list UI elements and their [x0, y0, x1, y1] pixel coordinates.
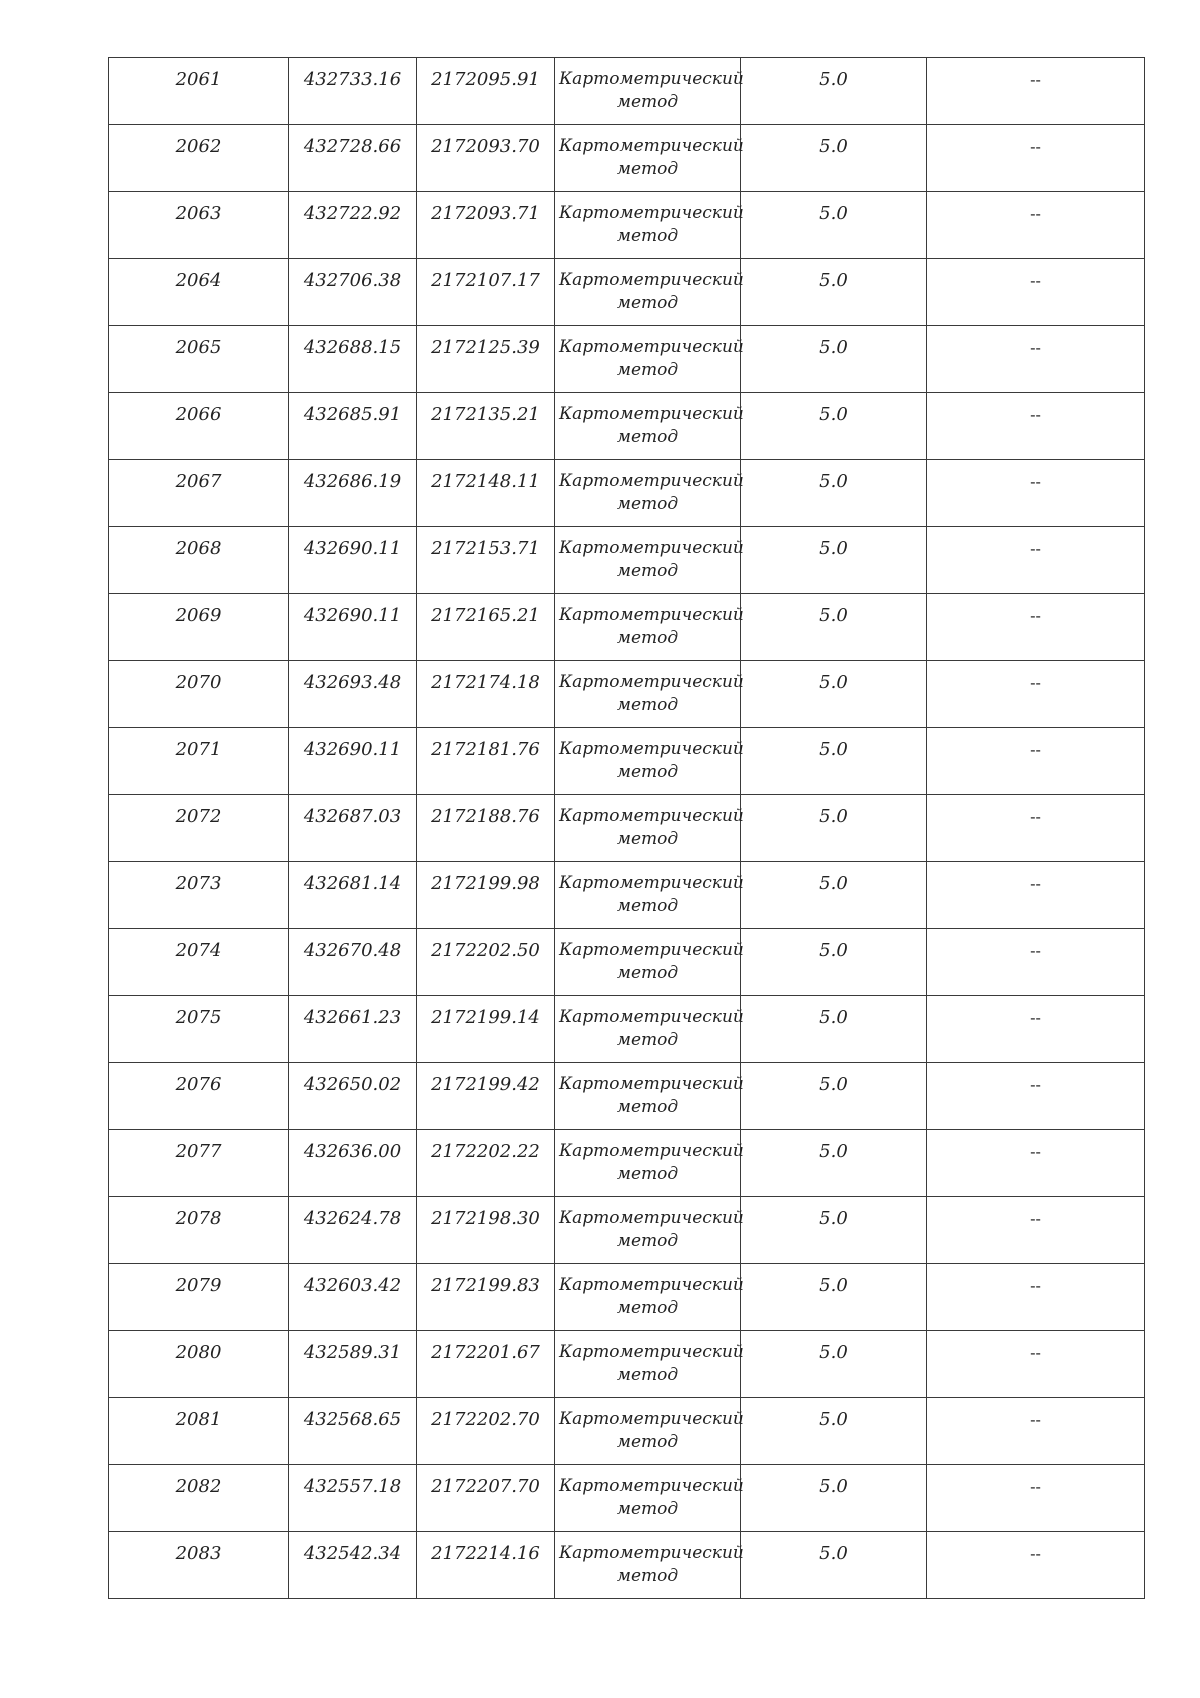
description-cell: -- — [927, 1264, 1145, 1331]
method-cell: Картометрический метод — [555, 1465, 741, 1532]
x-coordinate-cell: 432693.48 — [289, 661, 417, 728]
accuracy-cell: 5.0 — [741, 527, 927, 594]
y-coordinate-cell: 2172201.67 — [417, 1331, 555, 1398]
point-number-cell: 2063 — [109, 192, 289, 259]
table-row — [109, 728, 1145, 795]
y-coordinate-cell: 2172202.22 — [417, 1130, 555, 1197]
table-row — [109, 929, 1145, 996]
table-row — [109, 1465, 1145, 1532]
description-cell: -- — [927, 929, 1145, 996]
method-cell: Картометрический метод — [555, 1264, 741, 1331]
x-coordinate-cell: 432686.19 — [289, 460, 417, 527]
y-coordinate-cell: 2172181.76 — [417, 728, 555, 795]
description-cell: -- — [927, 393, 1145, 460]
y-coordinate-cell: 2172093.71 — [417, 192, 555, 259]
point-number-cell: 2079 — [109, 1264, 289, 1331]
description-cell: -- — [927, 862, 1145, 929]
accuracy-cell: 5.0 — [741, 460, 927, 527]
accuracy-cell: 5.0 — [741, 795, 927, 862]
method-cell: Картометрический метод — [555, 326, 741, 393]
y-coordinate-cell: 2172214.16 — [417, 1532, 555, 1599]
y-coordinate-cell: 2172199.14 — [417, 996, 555, 1063]
description-cell: -- — [927, 326, 1145, 393]
point-number-cell: 2083 — [109, 1532, 289, 1599]
x-coordinate-cell: 432636.00 — [289, 1130, 417, 1197]
accuracy-cell: 5.0 — [741, 728, 927, 795]
accuracy-cell: 5.0 — [741, 125, 927, 192]
description-cell: -- — [927, 125, 1145, 192]
y-coordinate-cell: 2172202.70 — [417, 1398, 555, 1465]
accuracy-cell: 5.0 — [741, 1398, 927, 1465]
x-coordinate-cell: 432650.02 — [289, 1063, 417, 1130]
table-row — [109, 1063, 1145, 1130]
table-row — [109, 393, 1145, 460]
description-cell: -- — [927, 192, 1145, 259]
y-coordinate-cell: 2172165.21 — [417, 594, 555, 661]
y-coordinate-cell: 2172125.39 — [417, 326, 555, 393]
y-coordinate-cell: 2172153.71 — [417, 527, 555, 594]
description-cell: -- — [927, 460, 1145, 527]
x-coordinate-cell: 432722.92 — [289, 192, 417, 259]
method-cell: Картометрический метод — [555, 795, 741, 862]
y-coordinate-cell: 2172198.30 — [417, 1197, 555, 1264]
table-row — [109, 795, 1145, 862]
description-cell: -- — [927, 1331, 1145, 1398]
accuracy-cell: 5.0 — [741, 326, 927, 393]
x-coordinate-cell: 432603.42 — [289, 1264, 417, 1331]
document-page — [108, 57, 1144, 1599]
accuracy-cell: 5.0 — [741, 594, 927, 661]
table-row — [109, 594, 1145, 661]
description-cell: -- — [927, 1197, 1145, 1264]
method-cell: Картометрический метод — [555, 58, 741, 125]
table-row — [109, 259, 1145, 326]
method-cell: Картометрический метод — [555, 527, 741, 594]
method-cell: Картометрический метод — [555, 661, 741, 728]
description-cell: -- — [927, 58, 1145, 125]
y-coordinate-cell: 2172174.18 — [417, 661, 555, 728]
coordinates-table-body — [109, 58, 1145, 1599]
x-coordinate-cell: 432690.11 — [289, 594, 417, 661]
point-number-cell: 2081 — [109, 1398, 289, 1465]
point-number-cell: 2073 — [109, 862, 289, 929]
x-coordinate-cell: 432690.11 — [289, 527, 417, 594]
accuracy-cell: 5.0 — [741, 1465, 927, 1532]
accuracy-cell: 5.0 — [741, 259, 927, 326]
point-number-cell: 2076 — [109, 1063, 289, 1130]
y-coordinate-cell: 2172093.70 — [417, 125, 555, 192]
accuracy-cell: 5.0 — [741, 1130, 927, 1197]
point-number-cell: 2069 — [109, 594, 289, 661]
method-cell: Картометрический метод — [555, 594, 741, 661]
point-number-cell: 2062 — [109, 125, 289, 192]
method-cell: Картометрический метод — [555, 192, 741, 259]
accuracy-cell: 5.0 — [741, 192, 927, 259]
description-cell: -- — [927, 661, 1145, 728]
point-number-cell: 2077 — [109, 1130, 289, 1197]
y-coordinate-cell: 2172135.21 — [417, 393, 555, 460]
table-row — [109, 1398, 1145, 1465]
description-cell: -- — [927, 1532, 1145, 1599]
point-number-cell: 2070 — [109, 661, 289, 728]
y-coordinate-cell: 2172202.50 — [417, 929, 555, 996]
y-coordinate-cell: 2172207.70 — [417, 1465, 555, 1532]
accuracy-cell: 5.0 — [741, 661, 927, 728]
x-coordinate-cell: 432706.38 — [289, 259, 417, 326]
x-coordinate-cell: 432688.15 — [289, 326, 417, 393]
y-coordinate-cell: 2172199.83 — [417, 1264, 555, 1331]
table-row — [109, 460, 1145, 527]
method-cell: Картометрический метод — [555, 1398, 741, 1465]
point-number-cell: 2078 — [109, 1197, 289, 1264]
description-cell: -- — [927, 996, 1145, 1063]
x-coordinate-cell: 432670.48 — [289, 929, 417, 996]
description-cell: -- — [927, 594, 1145, 661]
point-number-cell: 2071 — [109, 728, 289, 795]
accuracy-cell: 5.0 — [741, 393, 927, 460]
description-cell: -- — [927, 1063, 1145, 1130]
accuracy-cell: 5.0 — [741, 1063, 927, 1130]
table-row — [109, 661, 1145, 728]
method-cell: Картометрический метод — [555, 996, 741, 1063]
x-coordinate-cell: 432733.16 — [289, 58, 417, 125]
point-number-cell: 2064 — [109, 259, 289, 326]
table-row — [109, 1532, 1145, 1599]
x-coordinate-cell: 432589.31 — [289, 1331, 417, 1398]
method-cell: Картометрический метод — [555, 1063, 741, 1130]
method-cell: Картометрический метод — [555, 929, 741, 996]
accuracy-cell: 5.0 — [741, 1331, 927, 1398]
table-row — [109, 527, 1145, 594]
accuracy-cell: 5.0 — [741, 58, 927, 125]
point-number-cell: 2066 — [109, 393, 289, 460]
description-cell: -- — [927, 1130, 1145, 1197]
y-coordinate-cell: 2172199.98 — [417, 862, 555, 929]
y-coordinate-cell: 2172148.11 — [417, 460, 555, 527]
x-coordinate-cell: 432624.78 — [289, 1197, 417, 1264]
method-cell: Картометрический метод — [555, 728, 741, 795]
description-cell: -- — [927, 259, 1145, 326]
y-coordinate-cell: 2172095.91 — [417, 58, 555, 125]
point-number-cell: 2067 — [109, 460, 289, 527]
accuracy-cell: 5.0 — [741, 1264, 927, 1331]
description-cell: -- — [927, 1465, 1145, 1532]
method-cell: Картометрический метод — [555, 393, 741, 460]
x-coordinate-cell: 432690.11 — [289, 728, 417, 795]
description-cell: -- — [927, 1398, 1145, 1465]
x-coordinate-cell: 432687.03 — [289, 795, 417, 862]
point-number-cell: 2065 — [109, 326, 289, 393]
method-cell: Картометрический метод — [555, 460, 741, 527]
table-row — [109, 1331, 1145, 1398]
x-coordinate-cell: 432681.14 — [289, 862, 417, 929]
method-cell: Картометрический метод — [555, 1532, 741, 1599]
x-coordinate-cell: 432542.34 — [289, 1532, 417, 1599]
accuracy-cell: 5.0 — [741, 1532, 927, 1599]
x-coordinate-cell: 432568.65 — [289, 1398, 417, 1465]
x-coordinate-cell: 432728.66 — [289, 125, 417, 192]
x-coordinate-cell: 432685.91 — [289, 393, 417, 460]
method-cell: Картометрический метод — [555, 1130, 741, 1197]
y-coordinate-cell: 2172188.76 — [417, 795, 555, 862]
y-coordinate-cell: 2172107.17 — [417, 259, 555, 326]
x-coordinate-cell: 432557.18 — [289, 1465, 417, 1532]
point-number-cell: 2068 — [109, 527, 289, 594]
x-coordinate-cell: 432661.23 — [289, 996, 417, 1063]
table-row — [109, 192, 1145, 259]
point-number-cell: 2075 — [109, 996, 289, 1063]
method-cell: Картометрический метод — [555, 1331, 741, 1398]
point-number-cell: 2072 — [109, 795, 289, 862]
accuracy-cell: 5.0 — [741, 862, 927, 929]
description-cell: -- — [927, 527, 1145, 594]
table-row — [109, 1197, 1145, 1264]
point-number-cell: 2082 — [109, 1465, 289, 1532]
table-row — [109, 1264, 1145, 1331]
table-row — [109, 996, 1145, 1063]
point-number-cell: 2074 — [109, 929, 289, 996]
table-row — [109, 326, 1145, 393]
method-cell: Картометрический метод — [555, 862, 741, 929]
accuracy-cell: 5.0 — [741, 929, 927, 996]
accuracy-cell: 5.0 — [741, 1197, 927, 1264]
method-cell: Картометрический метод — [555, 1197, 741, 1264]
description-cell: -- — [927, 728, 1145, 795]
table-row — [109, 862, 1145, 929]
table-row — [109, 58, 1145, 125]
description-cell: -- — [927, 795, 1145, 862]
coordinates-table — [108, 57, 1145, 1599]
method-cell: Картометрический метод — [555, 259, 741, 326]
point-number-cell: 2061 — [109, 58, 289, 125]
accuracy-cell: 5.0 — [741, 996, 927, 1063]
method-cell: Картометрический метод — [555, 125, 741, 192]
table-row — [109, 125, 1145, 192]
table-row — [109, 1130, 1145, 1197]
y-coordinate-cell: 2172199.42 — [417, 1063, 555, 1130]
point-number-cell: 2080 — [109, 1331, 289, 1398]
